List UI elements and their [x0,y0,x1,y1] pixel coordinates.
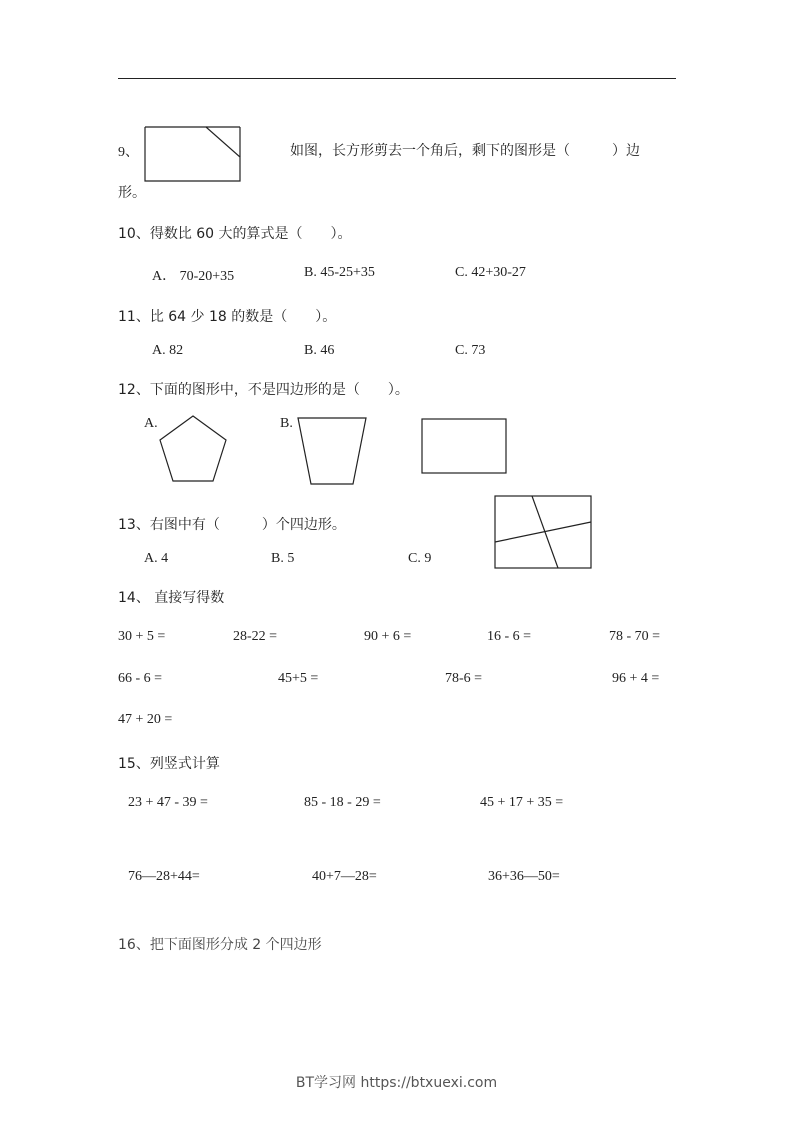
q13-option-c: C. 9 [408,551,432,566]
q14-item: 30 + 5 = [118,629,166,644]
q11-title: 11、比 64 少 18 的数是（ ）。 [118,309,337,325]
q13-title: 13、右图中有（ ）个四边形。 [118,517,346,533]
q12-title: 12、下面的图形中，不是四边形的是（ ）。 [118,382,409,398]
q15-item: 76—28+44= [128,869,200,884]
q15-item: 23 + 47 - 39 = [128,795,208,810]
q15-item: 45 + 17 + 35 = [480,795,564,810]
q14-item: 78-6 = [445,671,483,686]
q14-item: 66 - 6 = [118,671,163,686]
divided-rectangle-figure [494,495,594,571]
q15-item: 40+7—28= [312,869,377,884]
footer-watermark: BT学习网 https://btxuexi.com [295,1075,498,1091]
q14-item: 16 - 6 = [487,629,532,644]
q14-item: 96 + 4 = [612,671,660,686]
q15-item: 36+36—50= [488,869,560,884]
q10-title: 10、得数比 60 大的算式是（ ）。 [118,226,352,242]
q9-number: 9、 [118,145,139,160]
q11-option-c: C. 73 [455,343,486,358]
q12-label-a: A. [144,416,158,431]
q13-option-b: B. 5 [271,551,295,566]
rectangle-figure [421,418,509,476]
q9-cut-rectangle-figure [144,126,242,182]
q12-label-b: B. [280,416,293,431]
q13-option-a: A. 4 [144,551,169,566]
q15-title: 15、列竖式计算 [118,756,220,772]
q14-item: 47 + 20 = [118,712,173,727]
q14-item: 28-22 = [233,629,278,644]
q10-option-c: C. 42+30-27 [455,265,526,280]
q11-option-a: A. 82 [152,343,184,358]
header-rule [118,78,676,79]
q16-title: 16、把下面图形分成 2 个四边形 [118,937,322,953]
q10-option-a: A． 70-20+35 [152,269,235,284]
q14-title: 14、 直接写得数 [118,590,225,606]
pentagon-figure [158,414,230,484]
q10-option-b: B. 45-25+35 [304,265,375,280]
q9-question-continued: 形。 [118,185,146,201]
q15-item: 85 - 18 - 29 = [304,795,381,810]
q14-item: 45+5 = [278,671,319,686]
q14-item: 78 - 70 = [609,629,661,644]
trapezoid-figure [296,416,368,486]
q9-question-text: 如图，长方形剪去一个角后，剩下的图形是（ ）边 [290,143,640,159]
q14-item: 90 + 6 = [364,629,412,644]
q11-option-b: B. 46 [304,343,335,358]
